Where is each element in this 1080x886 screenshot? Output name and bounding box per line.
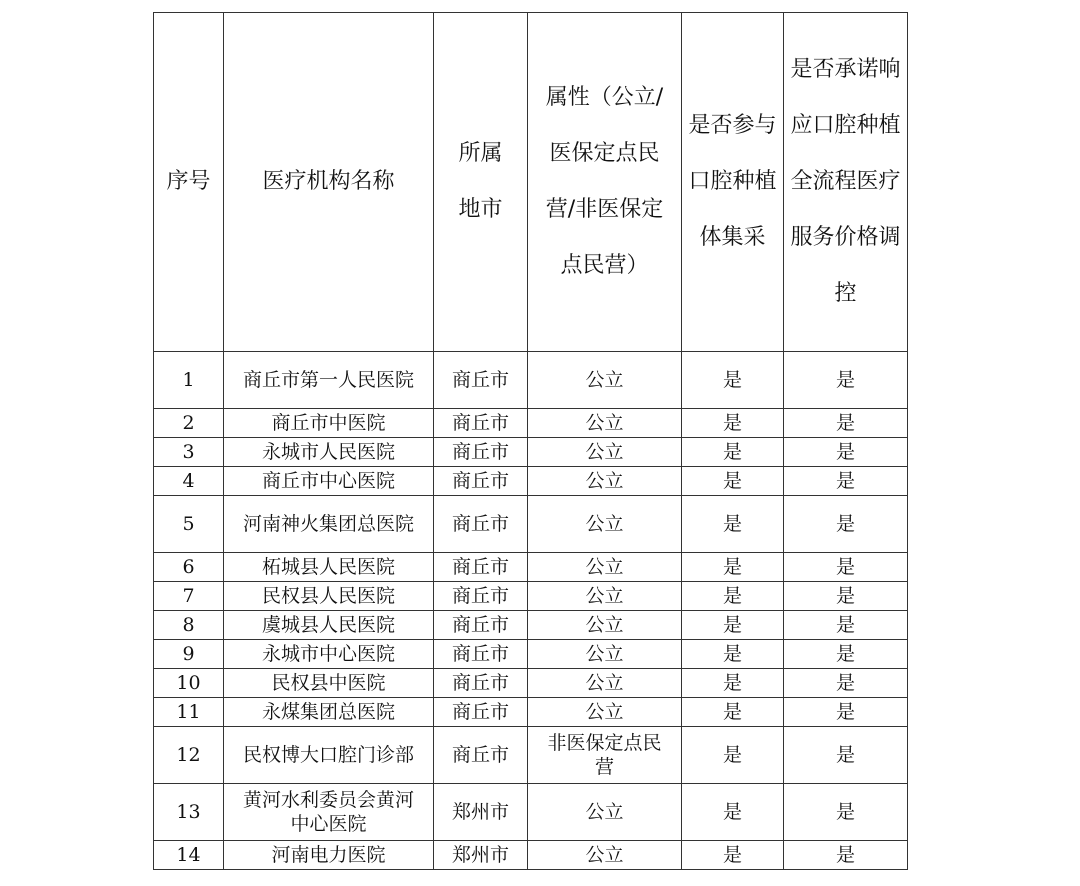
table-row — [154, 611, 908, 640]
cell-commit: 是 — [784, 841, 908, 870]
cell-commit: 是 — [784, 409, 908, 438]
cell-attribute: 公立 — [528, 352, 682, 409]
cell-index: 14 — [154, 841, 224, 870]
table-row — [154, 467, 908, 496]
cell-index: 11 — [154, 698, 224, 727]
cell-city: 商丘市 — [434, 352, 528, 409]
cell-commit: 是 — [784, 467, 908, 496]
cell-index: 8 — [154, 611, 224, 640]
cell-index: 13 — [154, 784, 224, 841]
cell-commit: 是 — [784, 553, 908, 582]
cell-index: 1 — [154, 352, 224, 409]
cell-attribute: 非医保定点民营 — [528, 727, 682, 784]
cell-name: 河南电力医院 — [224, 841, 434, 870]
cell-name: 柘城县人民医院 — [224, 553, 434, 582]
cell-attribute: 公立 — [528, 841, 682, 870]
cell-city: 郑州市 — [434, 841, 528, 870]
cell-participate: 是 — [682, 611, 784, 640]
cell-city: 商丘市 — [434, 640, 528, 669]
cell-commit: 是 — [784, 582, 908, 611]
cell-city: 商丘市 — [434, 467, 528, 496]
table-row — [154, 582, 908, 611]
cell-city: 商丘市 — [434, 669, 528, 698]
cell-attribute: 公立 — [528, 611, 682, 640]
cell-index: 6 — [154, 553, 224, 582]
header-city: 所属地市 — [434, 13, 528, 352]
cell-participate: 是 — [682, 640, 784, 669]
cell-index: 10 — [154, 669, 224, 698]
cell-participate: 是 — [682, 553, 784, 582]
cell-participate: 是 — [682, 467, 784, 496]
cell-commit: 是 — [784, 727, 908, 784]
cell-city: 商丘市 — [434, 698, 528, 727]
header-index: 序号 — [154, 13, 224, 352]
cell-attribute: 公立 — [528, 438, 682, 467]
cell-participate: 是 — [682, 669, 784, 698]
header-name: 医疗机构名称 — [224, 13, 434, 352]
cell-name: 民权博大口腔门诊部 — [224, 727, 434, 784]
table-row — [154, 352, 908, 409]
cell-name: 永煤集团总医院 — [224, 698, 434, 727]
cell-name: 永城市中心医院 — [224, 640, 434, 669]
table-row — [154, 553, 908, 582]
table-row — [154, 669, 908, 698]
cell-name: 虞城县人民医院 — [224, 611, 434, 640]
cell-commit: 是 — [784, 669, 908, 698]
cell-index: 12 — [154, 727, 224, 784]
cell-name: 民权县中医院 — [224, 669, 434, 698]
cell-name: 民权县人民医院 — [224, 582, 434, 611]
header-commit: 是否承诺响应口腔种植全流程医疗服务价格调控 — [784, 13, 908, 352]
table-row — [154, 841, 908, 870]
cell-name: 河南神火集团总医院 — [224, 496, 434, 553]
cell-name: 黄河水利委员会黄河中心医院 — [224, 784, 434, 841]
hospital-table — [153, 12, 908, 870]
cell-attribute: 公立 — [528, 582, 682, 611]
cell-attribute: 公立 — [528, 640, 682, 669]
cell-attribute: 公立 — [528, 553, 682, 582]
cell-participate: 是 — [682, 698, 784, 727]
cell-city: 商丘市 — [434, 611, 528, 640]
cell-commit: 是 — [784, 438, 908, 467]
cell-participate: 是 — [682, 352, 784, 409]
table-row — [154, 640, 908, 669]
cell-attribute: 公立 — [528, 698, 682, 727]
cell-attribute: 公立 — [528, 409, 682, 438]
cell-name: 商丘市中心医院 — [224, 467, 434, 496]
cell-index: 7 — [154, 582, 224, 611]
cell-name: 商丘市中医院 — [224, 409, 434, 438]
cell-attribute: 公立 — [528, 496, 682, 553]
table-row — [154, 784, 908, 841]
header-row — [154, 13, 908, 352]
cell-attribute: 公立 — [528, 669, 682, 698]
cell-participate: 是 — [682, 784, 784, 841]
header-attribute: 属性（公立/医保定点民营/非医保定点民营） — [528, 13, 682, 352]
cell-index: 9 — [154, 640, 224, 669]
cell-index: 2 — [154, 409, 224, 438]
cell-name: 商丘市第一人民医院 — [224, 352, 434, 409]
cell-index: 3 — [154, 438, 224, 467]
table-row — [154, 496, 908, 553]
cell-name: 永城市人民医院 — [224, 438, 434, 467]
cell-participate: 是 — [682, 727, 784, 784]
cell-city: 商丘市 — [434, 582, 528, 611]
cell-commit: 是 — [784, 698, 908, 727]
cell-commit: 是 — [784, 784, 908, 841]
cell-city: 郑州市 — [434, 784, 528, 841]
cell-commit: 是 — [784, 496, 908, 553]
table-row — [154, 409, 908, 438]
cell-city: 商丘市 — [434, 553, 528, 582]
cell-participate: 是 — [682, 841, 784, 870]
cell-city: 商丘市 — [434, 438, 528, 467]
cell-attribute: 公立 — [528, 784, 682, 841]
cell-participate: 是 — [682, 409, 784, 438]
cell-participate: 是 — [682, 438, 784, 467]
hospital-table-container — [153, 12, 907, 870]
cell-city: 商丘市 — [434, 409, 528, 438]
cell-city: 商丘市 — [434, 496, 528, 553]
cell-index: 4 — [154, 467, 224, 496]
cell-participate: 是 — [682, 582, 784, 611]
cell-commit: 是 — [784, 352, 908, 409]
cell-attribute: 公立 — [528, 467, 682, 496]
cell-commit: 是 — [784, 640, 908, 669]
header-participate: 是否参与口腔种植体集采 — [682, 13, 784, 352]
cell-city: 商丘市 — [434, 727, 528, 784]
table-row — [154, 698, 908, 727]
cell-commit: 是 — [784, 611, 908, 640]
table-row — [154, 727, 908, 784]
cell-index: 5 — [154, 496, 224, 553]
cell-participate: 是 — [682, 496, 784, 553]
table-row — [154, 438, 908, 467]
